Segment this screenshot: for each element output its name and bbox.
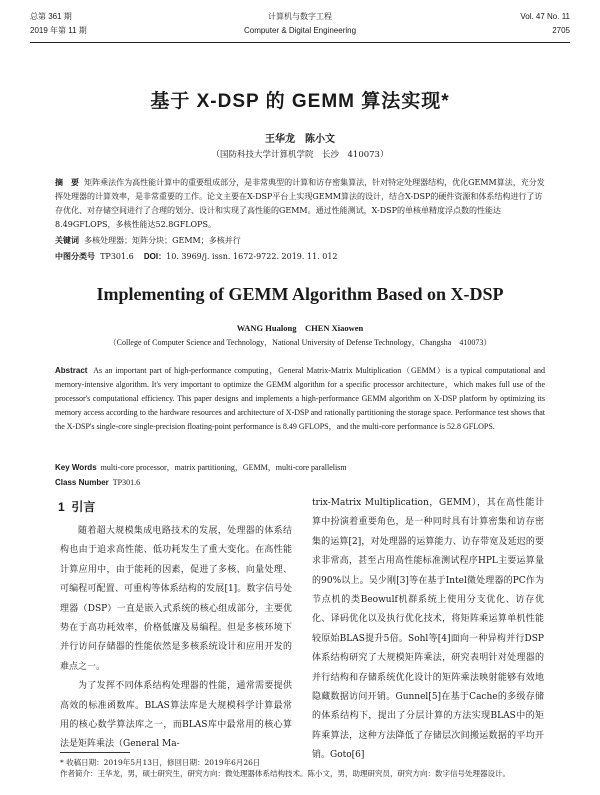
abstract-text-cn: 矩阵乘法作为高性能计算中的重要组成部分，是非常典型的计算和访存密集算法，针对特定处理器结构，优化GEMM算法，充分发挥处理器的计算效率，是非常重要的工作。论文主要在X-DSP平台上实现GEMM算法的设计，结合X-DSP的硬件资源和体系结构进行了访存优化、对存储空间进行了合理的划分、设计和实现了高性能的GEMM。通过性能测试，X-DSP的单核单精度浮点数的性能达8.49GFLOPS，多核性能达52.8GFLOPS。 (55, 178, 545, 229)
page-number: 2705 (552, 26, 570, 35)
abstract-en (55, 364, 545, 434)
body-paragraph: trix-Matrix Multiplication，GEMM），其在高性能计算中扮演着重要角色，是一种同时具有计算密集和访存密集的运算[2]，对处理器的运算能力、访存带宽及延迟的要求非常高，甚至占用高性能标准测试程序HPL主要运算量的90%以上。吴少刚[3]等在基于Intel微处理器的PC作为节点机的类Beowulf机群系统上使用分支优化、访存优化、译码优化以及执行优化技术，将矩阵乘运算单机性能较原始BLAS提升5倍。Sohl等[4]面向一种异构并行DSP体系结构研究了大规模矩阵乘法，研究表明针对处理器的并行结构和存储系统优化设计的矩阵乘法映射能够有效地隐藏数据访问开销。Gunnel[5]在基于Cache的多级存储的体系结构下，提出了分层计算的方法实现BLAS中的矩阵乘算法，这种方法降低了存储层次间搬运数据的平均开销。Goto[6] (312, 498, 544, 761)
header-center (30, 10, 570, 38)
section-number: 1 (58, 500, 65, 514)
doi-value: 10. 3969/j. issn. 1672-9722. 2019. 11. 012 (166, 252, 338, 261)
abstract-text-en: As an important part of high-performance computing，General Matrix-Matrix Multiplication（GEMM）is a typical computational and memory-intensive algorithm. It's very important to optimize the GEMM algorithm for a specific processor architecture，which makes full use of the processor's computational efficiency. This paper designs and implements a high-performance GEMM algorithm on X-DSP platform by optimizing its memory access according to the hardware resources and architecture of X-DSP and rationally partitioning the storage space. Performance test shows that the X-DSP's single-core single-precision floating-point performance is 8.49 GFLOPS，and the multi-core performance is 52.8 GFLOPS. (55, 366, 546, 431)
section-heading (58, 498, 292, 516)
keywords-cn (55, 234, 545, 248)
header-right (520, 10, 570, 38)
keywords-text-cn: 多核处理器；矩阵分块；GEMM；多核并行 (84, 236, 241, 245)
section-title: 引言 (71, 500, 96, 514)
footnote-divider (60, 752, 130, 753)
authors-en: WANG Hualong CHEN Xiaowen (236, 323, 364, 333)
body-column-left (60, 494, 292, 755)
footnote-author-bios: 作者简介：王华龙，男，硕士研究生，研究方向：微处理器体系结构技术。陈小文，男，助理研究员，研究方向：数字信号处理器设计。 (60, 769, 510, 778)
header-divider (30, 42, 570, 43)
classification-en (55, 476, 545, 490)
footnote (60, 757, 550, 779)
abstract-cn (55, 176, 545, 232)
class-label-en: Class Number (55, 478, 109, 487)
doi-label: DOI： (143, 252, 167, 261)
abstract-label-cn: 摘 要 (55, 178, 79, 187)
class-value-en: TP301.6 (112, 478, 141, 487)
body-column-right (312, 494, 544, 766)
abstract-label-en: Abstract (55, 366, 88, 375)
body-paragraph: 为了发挥不同体系结构处理器的性能，通常需要提供高效的标准函数库。BLAS算法库是大规模科学计算最常用的核心数学算法库之一，而BLAS库中最常用的核心算法是矩阵乘法（General Ma- (60, 681, 292, 750)
affiliation-cn: （国防科技大学计算机学院 长沙 410073） (211, 150, 389, 160)
classification-cn (55, 250, 545, 264)
class-label-cn: 中图分类号 (55, 252, 95, 261)
journal-volume: Vol. 47 No. 11 (520, 12, 570, 21)
page-title-en: Implementing of GEMM Algorithm Based on X-DSP (96, 284, 504, 304)
keywords-text-en: multi-core processor，matrix partitioning，GEMM，multi-core parallelism (100, 463, 347, 472)
journal-name-en: Computer & Digital Engineering (243, 26, 357, 35)
journal-name-cn: 计算机与数字工程 (268, 12, 332, 21)
affiliation-en: （College of Computer Science and Technology，National University of Defense Technology，Changsha 410073） (108, 338, 492, 347)
keywords-en (55, 461, 545, 475)
keywords-label-cn: 关键词 (55, 236, 79, 245)
journal-issue-year: 2019 年第 11 期 (30, 26, 87, 35)
journal-issue-total: 总第 361 期 (30, 12, 72, 21)
class-value-cn: TP301.6 (100, 252, 134, 261)
keywords-label-en: Key Words (55, 463, 97, 472)
authors-cn: 王华龙 陈小文 (265, 134, 335, 145)
running-header (30, 10, 570, 40)
body-paragraph: 随着超大规模集成电路技术的发展，处理器的体系结构也由于追求高性能、低功耗发生了重大变化。在高性能计算应用中，由于能耗的因素，促进了多核、向量处理、可编程可配置、可重构等体系结构的发展[1]。数字信号处理器（DSP）一直是嵌入式系统的核心组成部分，主要优势在于高功耗效率，价格低廉及易编程。但是多核环境下并行访问存储器的性能依然是多核系统设计和应用开发的难点之一。 (60, 526, 292, 672)
footnote-dates: * 收稿日期：2019年5月13日，修回日期：2019年6月26日 (60, 758, 261, 767)
page-title-cn: 基于 X-DSP 的 GEMM 算法实现* (150, 91, 450, 112)
